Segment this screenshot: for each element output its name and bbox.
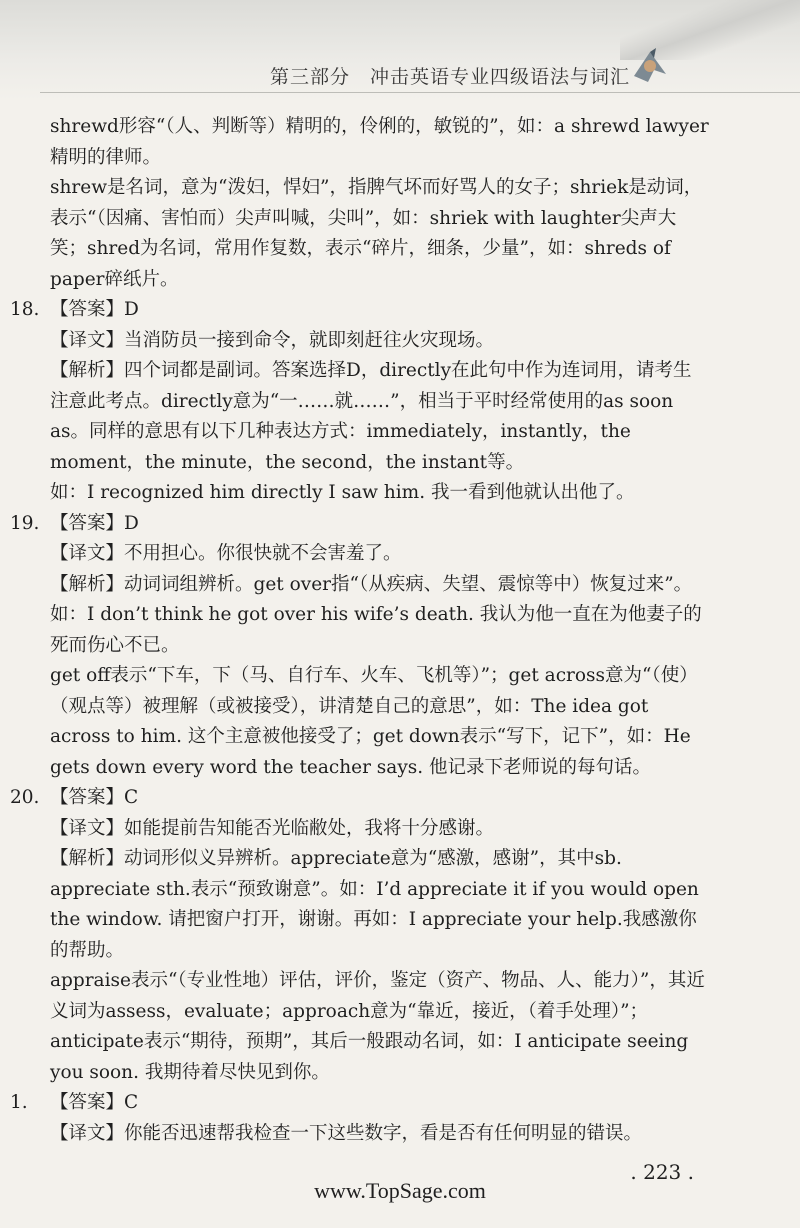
analysis-20: 【解析】动词形似义异辨析。appreciate意为“感激，感谢”，其中sb. appreciate sth.表示“预致谢意”。如：I’d appreciate it if you would open the window. 请把窗户打开，谢谢。再如：I appreciate your help.我感激你的帮助。 bbox=[50, 848, 699, 961]
page-body bbox=[10, 112, 710, 1149]
analysis-19-cont: get off表示“下车，下（马、自行车、火车、飞机等）”；get across意为“（使）（观点等）被理解（或被接受），讲清楚自己的意思”，如：The idea got across to him. 这个主意被他接受了；get down表示“写下，记下”，如：He gets down every word the teacher says. 他记录下老师说的每句话。 bbox=[50, 665, 698, 778]
translation-18: 【译文】当消防员一接到命令，就即刻赶往火灾现场。 bbox=[50, 329, 495, 351]
analysis-20-cont: appraise表示“（专业性地）评估，评价，鉴定（资产、物品、人、能力）”，其近义词为assess，evaluate；approach意为“靠近，接近，（着手处理）”；anticipate表示“期待，预期”，其后一般跟动名词，如：I anticipate seeing you soon. 我期待着尽快见到你。 bbox=[50, 970, 705, 1083]
paragraph: shrew是名词，意为“泼妇，悍妇”，指脾气坏而好骂人的女子；shriek是动词，表示“（因痛、害怕而）尖声叫喊，尖叫”，如：shriek with laughter尖声大笑；shred为名词，常用作复数，表示“碎片，细条，少量”，如：shreds of paper碎纸片。 bbox=[50, 177, 703, 290]
analysis-18: 【解析】四个词都是副词。答案选择D，directly在此句中作为连词用，请考生注意此考点。directly意为“一……就……”，相当于平时经常使用的as soon as。同样的意思有以下几种表达方式：immediately，instantly，the moment，the minute，the second，the instant等。 bbox=[50, 360, 692, 473]
translation-21: 【译文】你能否迅速帮我检查一下这些数字，看是否有任何明显的错误。 bbox=[50, 1122, 643, 1144]
mascot-icon bbox=[630, 46, 670, 86]
answer-20: 20. 【答案】C bbox=[10, 787, 139, 808]
paragraph: shrewd形容“（人、判断等）精明的，伶俐的，敏锐的”，如：a shrewd lawyer精明的律师。 bbox=[50, 116, 709, 168]
running-head: 第三部分 冲击英语专业四级语法与词汇 bbox=[269, 66, 630, 88]
translation-20: 【译文】如能提前告知能否光临敝处，我将十分感谢。 bbox=[50, 817, 495, 839]
example-18: 如：I recognized him directly I saw him. 我一看到他就认出他了。 bbox=[50, 482, 635, 503]
page-number: . 223 . bbox=[630, 1160, 694, 1184]
translation-19: 【译文】不用担心。你很快就不会害羞了。 bbox=[50, 543, 402, 564]
footer-url: www.TopSage.com bbox=[314, 1178, 486, 1203]
answer-21: 1. 【答案】C bbox=[10, 1092, 139, 1113]
answer-19: 19. 【答案】D bbox=[10, 512, 139, 534]
answer-18: 18. 【答案】D bbox=[10, 299, 139, 320]
analysis-19: 【解析】动词词组辨析。get over指“（从疾病、失望、震惊等中）恢复过来”。如：I don’t think he got over his wife’s death. 我认为他一直在为他妻子的死而伤心不已。 bbox=[50, 573, 702, 656]
